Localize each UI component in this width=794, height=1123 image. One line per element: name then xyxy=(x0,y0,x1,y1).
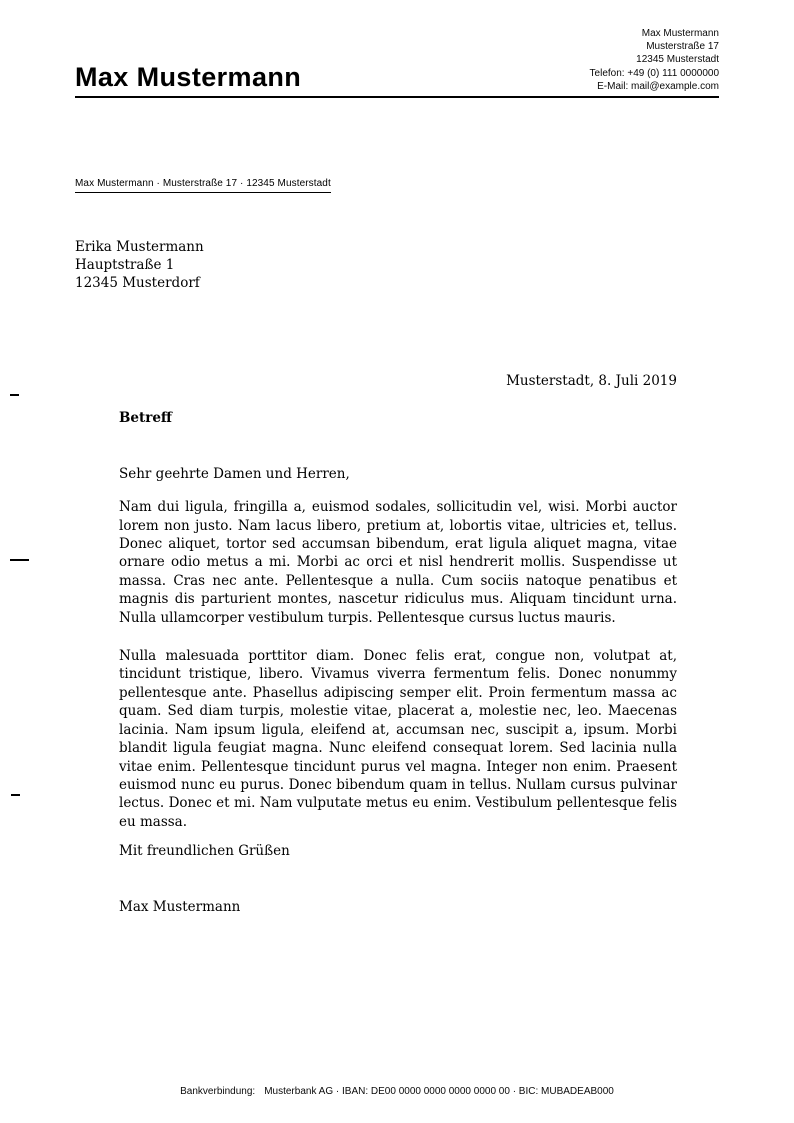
fold-mark-bottom xyxy=(11,794,20,796)
sender-email: E-Mail: mail@example.com xyxy=(597,80,719,92)
fold-mark-top xyxy=(10,394,19,396)
subject-line: Betreff xyxy=(119,410,173,427)
sender-contact-block xyxy=(590,27,719,93)
recipient-city: 12345 Musterdorf xyxy=(75,275,200,291)
sender-name: Max Mustermann xyxy=(641,28,719,39)
return-address-line: Max Mustermann · Musterstraße 17 · 12345 Musterstadt xyxy=(75,178,331,193)
recipient-name: Erika Mustermann xyxy=(75,239,204,255)
footer-bank-label: Bankverbindung: xyxy=(180,1086,256,1097)
letter-body xyxy=(119,372,677,916)
sender-phone: Telefon: +49 (0) 111 0000000 xyxy=(589,67,719,79)
letterhead-rule xyxy=(75,96,719,98)
signature-name: Max Mustermann xyxy=(119,898,241,915)
punch-hole-mark xyxy=(10,559,29,561)
footer-bank-line xyxy=(0,1086,794,1097)
closing-phrase: Mit freundlichen Grüßen xyxy=(119,843,290,860)
recipient-street: Hauptstraße 1 xyxy=(75,257,175,273)
footer-bank-details: Musterbank AG · IBAN: DE00 0000 0000 0000 0000 00 · BIC: MUBADEAB000 xyxy=(264,1086,614,1097)
sender-city: 12345 Musterstadt xyxy=(636,54,719,66)
body-paragraph-1: Nam dui ligula, fringilla a, euismod sodales, sollicitudin vel, wisi. Morbi auctor lorem non justo. Nam lacus libero, pretium at, lobortis vitae, ultricies et, tellus. Donec aliquet, tortor sed accumsan bibendum, erat ligula aliquet magna, vitae ornare odio metus a mi. Morbi ac orci et nisl hendrerit mollis. Suspendisse ut massa. Cras nec ante. Pellentesque a nulla. Cum sociis natoque penatibus et magnis dis parturient montes, nascetur ridiculus mus. Aliquam tincidunt urna. Nulla ullamcorper vestibulum turpis. Pellentesque cursus luctus mauris. xyxy=(119,499,677,626)
letterhead-title: Max Mustermann xyxy=(75,62,302,92)
salutation: Sehr geehrte Damen und Herren, xyxy=(119,465,350,482)
recipient-address xyxy=(75,238,204,292)
place-and-date: Musterstadt, 8. Juli 2019 xyxy=(506,373,677,389)
body-paragraph-2: Nulla malesuada porttitor diam. Donec felis erat, congue non, volutpat at, tincidunt tristique, libero. Vivamus viverra fermentum felis. Donec nonummy pellentesque ante. Phasellus adipiscing semper elit. Proin fermentum massa ac quam. Sed diam turpis, molestie vitae, placerat a, molestie nec, leo. Maecenas lacinia. Nam ipsum ligula, eleifend at, accumsan nec, suscipit a, ipsum. Morbi blandit ligula feugiat magna. Nunc eleifend consequat lorem. Sed lacinia nulla vitae enim. Pellentesque tincidunt purus vel magna. Integer non enim. Praesent euismod nunc eu purus. Donec bibendum quam in tellus. Nullam cursus pulvinar lectus. Donec et mi. Nam vulputate metus eu enim. Vestibulum pellentesque felis eu massa. xyxy=(119,648,677,830)
sender-street: Musterstraße 17 xyxy=(646,41,719,53)
